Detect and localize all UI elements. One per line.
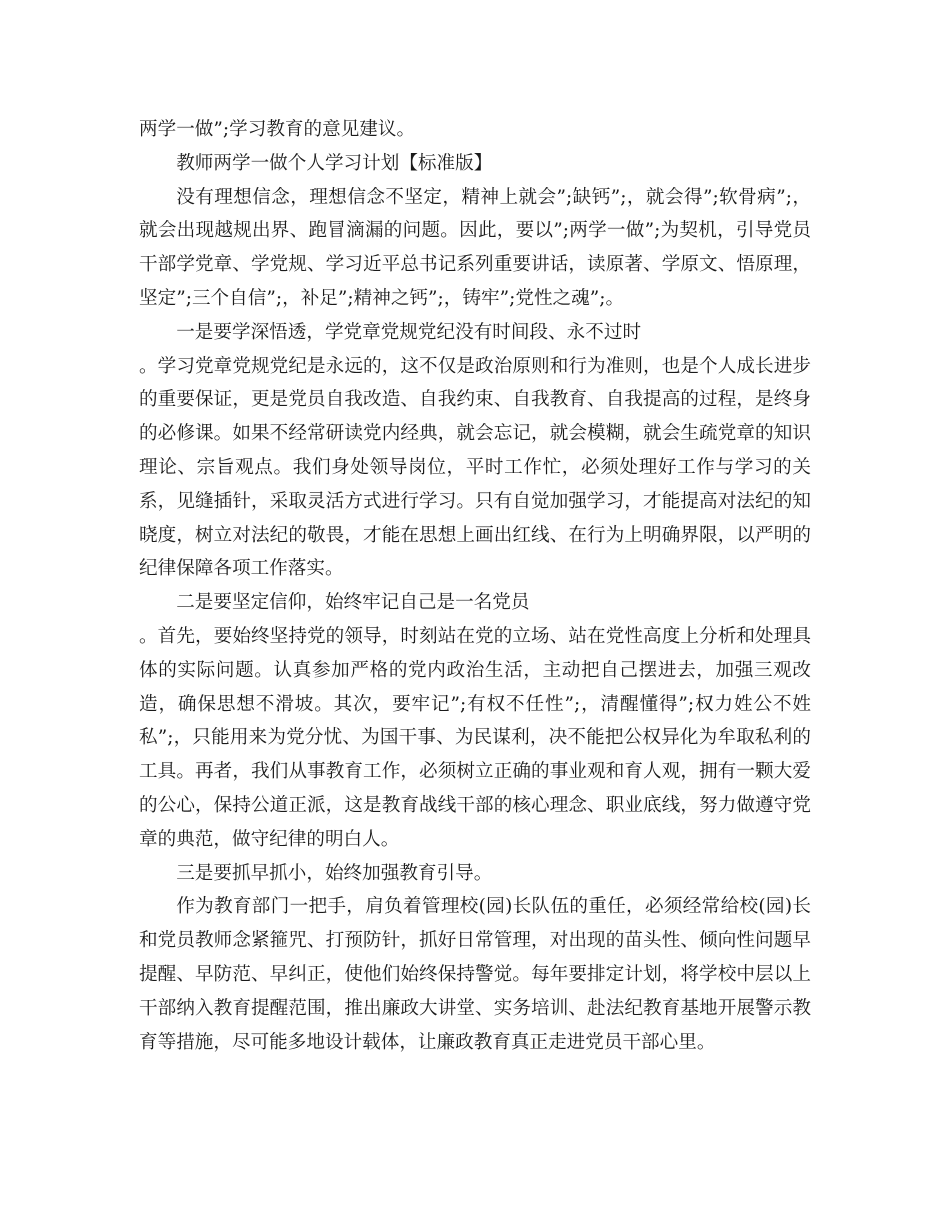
point-three-body: 作为教育部门一把手，肩负着管理校(园)长队伍的重任，必须经常给校(园)长和党员教师念紧箍咒、打预防针，抓好日常管理，对出现的苗头性、倾向性问题早提醒、早防范、早纠正，使他们始终保持警觉。每年要排定计划，将学校中层以上干部纳入教育提醒范围，推出廉政大讲堂、实务培训、赴法纪教育基地开展警示教育等措施，尽可能多地设计载体，让廉政教育真正走进党员干部心里。 bbox=[139, 896, 811, 1053]
point-three-heading: 三是要抓早抓小，始终加强教育引导。 bbox=[176, 862, 493, 884]
point-one-heading: 一是要学深悟透，学党章党规党纪没有时间段、永不过时 bbox=[176, 321, 642, 343]
point-two-body: 。首先，要始终坚持党的领导，时刻站在党的立场、站在党性高度上分析和处理具体的实际问题。认真参加严格的党内政治生活，主动把自己摆进去，加强三观改造，确保思想不滑坡。其次，要牢记”;有权不任性”;，清醒懂得”;权力姓公不姓私”;，只能用来为党分忧、为国干事、为民谋利，决不能把公权异化为牟取私利的工具。再者，我们从事教育工作，必须树立正确的事业观和育人观，拥有一颗大爱的公心，保持公道正派，这是教育战线干部的核心理念、职业底线，努力做遵守党章的典范，做守纪律的明白人。 bbox=[139, 625, 811, 850]
continuation-paragraph: 两学一做”;学习教育的意见建议。 bbox=[139, 119, 416, 140]
section-title: 教师两学一做个人学习计划【标准版】 bbox=[176, 152, 493, 174]
point-one-body: 。学习党章党规党纪是永远的，这不仅是政治原则和行为准则，也是个人成长进步的重要保证，更是党员自我改造、自我约束、自我教育、自我提高的过程，是终身的必修课。如果不经常研读党内经典，就会忘记，就会模糊，就会生疏党章的知识理论、宗旨观点。我们身处领导岗位，平时工作忙，必须处理好工作与学习的关系，见缝插针，采取灵活方式进行学习。只有自觉加强学习，才能提高对法纪的知晓度，树立对法纪的敬畏，才能在思想上画出红线、在行为上明确界限，以严明的纪律保障各项工作落实。 bbox=[139, 355, 811, 580]
point-two-heading: 二是要坚定信仰，始终牢记自己是一名党员 bbox=[176, 592, 530, 614]
intro-paragraph: 没有理想信念，理想信念不坚定，精神上就会”;缺钙”;，就会得”;软骨病”;，就会出现越规出界、跑冒滴漏的问题。因此，要以”;两学一做”;为契机，引导党员干部学党章、学党规、学习近平总书记系列重要讲话，读原著、学原文、悟原理，坚定”;三个自信”;，补足”;精神之钙”;，铸牢”;党性之魂”;。 bbox=[139, 186, 811, 309]
document-body bbox=[139, 113, 811, 1059]
